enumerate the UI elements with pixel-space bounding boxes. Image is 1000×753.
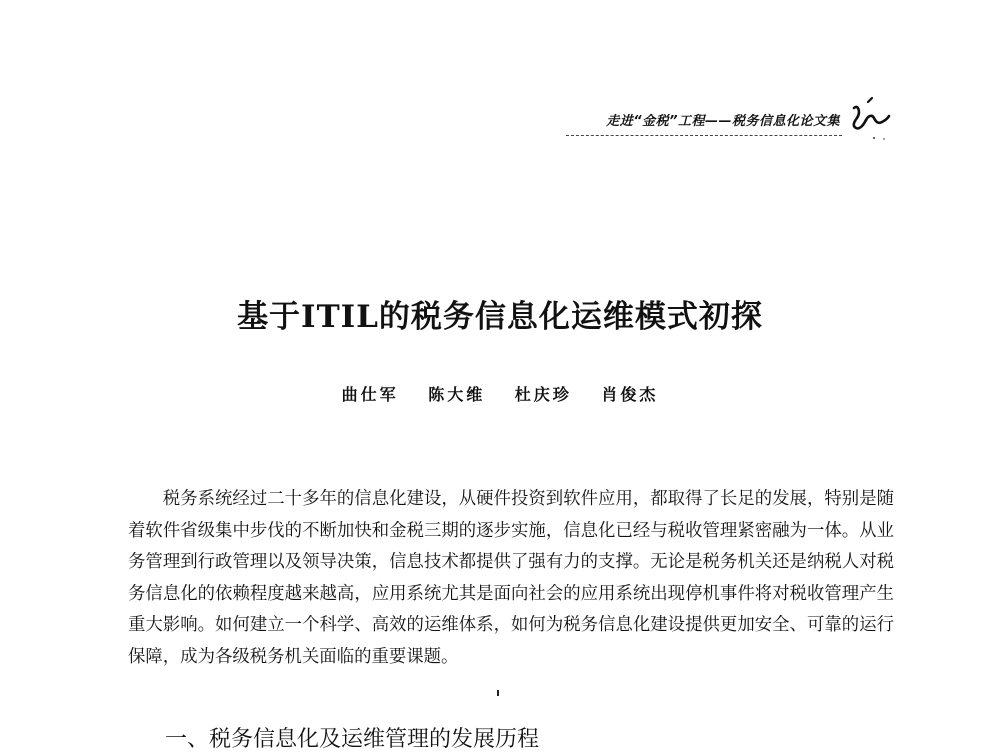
intro-paragraph: 税务系统经过二十多年的信息化建设，从硬件投资到软件应用，都取得了长足的发展，特别是随着软件省级集中步伐的不断加快和金税三期的逐步实施，信息化已经与税收管理紧密融为一体。从业务管理到行政管理以及领导决策，信息技术都提供了强有力的支撑。无论是税务机关还是纳税人对税务信息化的依赖程度越来越高，应用系统尤其是面向社会的应用系统出现停机事件将对税收管理产生重大影响。如何建立一个科学、高效的运维体系，如何为税务信息化建设提供更加安全、可靠的运行保障，成为各级税务机关面临的重要课题。 — [128, 489, 894, 667]
author-list — [0, 382, 1000, 405]
handwritten-page-mark — [848, 94, 892, 142]
section-heading: 一、税务信息化及运维管理的发展历程 — [165, 727, 540, 752]
running-header: 走进“金税”工程——税务信息化论文集 — [606, 114, 840, 129]
author-name: 肖俊杰 — [601, 385, 659, 404]
author-name: 曲仕军 — [341, 385, 399, 404]
article-title: 基于ITIL的税务信息化运维模式初探 — [237, 298, 763, 335]
author-name: 杜庆珍 — [514, 385, 572, 404]
author-name: 陈大维 — [428, 385, 486, 404]
header-rule — [566, 135, 842, 136]
scan-artifact — [497, 690, 499, 696]
